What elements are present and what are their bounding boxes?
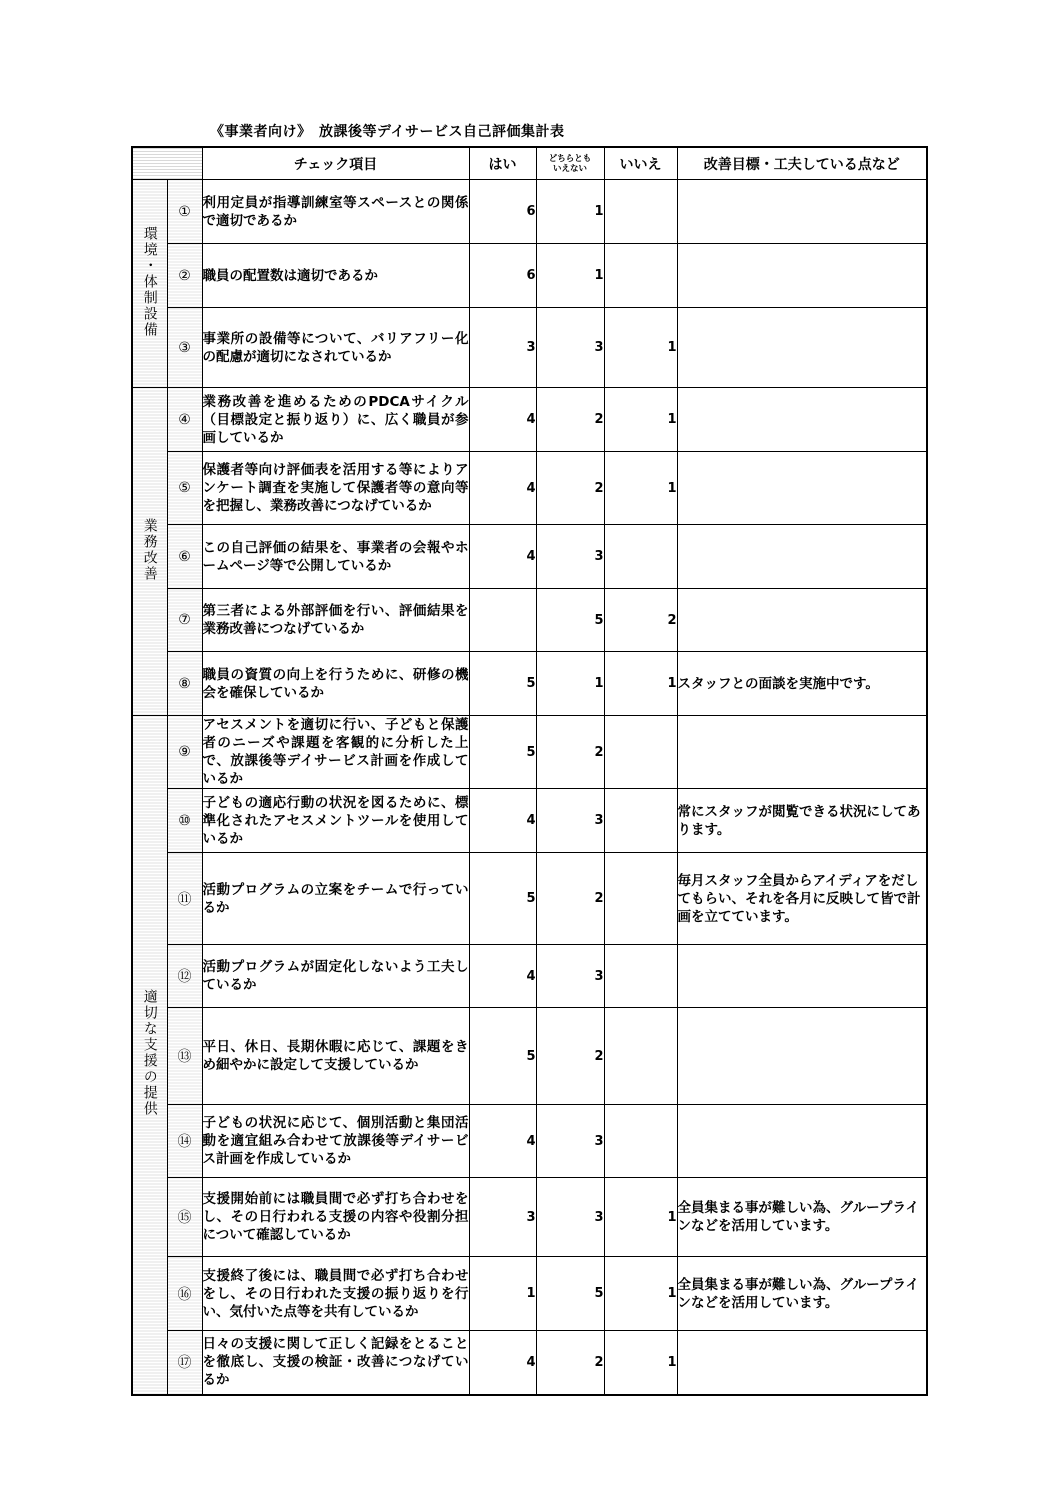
category-label: 業務改善 bbox=[141, 517, 158, 582]
comment-text bbox=[677, 180, 927, 244]
comment-text: 常にスタッフが閲覧できる状況にしてあります。 bbox=[677, 789, 927, 853]
item-number: ⑪ bbox=[167, 853, 202, 945]
comment-text bbox=[677, 716, 927, 789]
category-cell bbox=[132, 716, 167, 1395]
header-row bbox=[132, 147, 927, 180]
table-row bbox=[132, 1257, 927, 1331]
no-count bbox=[604, 180, 677, 244]
neither-count: 3 bbox=[536, 1105, 604, 1178]
comment-text bbox=[677, 1331, 927, 1395]
header-item: チェック項目 bbox=[202, 147, 469, 180]
item-number: ④ bbox=[167, 388, 202, 452]
yes-count: 4 bbox=[469, 388, 536, 452]
yes-count: 4 bbox=[469, 452, 536, 525]
neither-count: 5 bbox=[536, 1257, 604, 1331]
comment-text: スタッフとの面談を実施中です。 bbox=[677, 652, 927, 716]
no-count bbox=[604, 945, 677, 1008]
no-count bbox=[604, 525, 677, 589]
yes-count: 5 bbox=[469, 853, 536, 945]
item-text: 支援終了後には、職員間で必ず打ち合わせをし、その日行われた支援の振り返りを行い、気付いた点等を共有しているか bbox=[202, 1257, 469, 1331]
neither-count: 3 bbox=[536, 789, 604, 853]
yes-count: 4 bbox=[469, 1105, 536, 1178]
table-row bbox=[132, 853, 927, 945]
yes-count: 6 bbox=[469, 180, 536, 244]
header-neither-line2: いえない bbox=[552, 163, 587, 174]
item-text: この自己評価の結果を、事業者の会報やホームページ等で公開しているか bbox=[202, 525, 469, 589]
comment-text: 全員集まる事が難しい為、グループラインなどを活用しています。 bbox=[677, 1178, 927, 1257]
header-comment: 改善目標・工夫している点など bbox=[677, 147, 927, 180]
no-count: 1 bbox=[604, 388, 677, 452]
neither-count: 5 bbox=[536, 589, 604, 652]
yes-count: 1 bbox=[469, 1257, 536, 1331]
item-text: 職員の資質の向上を行うために、研修の機会を確保しているか bbox=[202, 652, 469, 716]
comment-text bbox=[677, 1105, 927, 1178]
item-number: ① bbox=[167, 180, 202, 244]
neither-count: 1 bbox=[536, 244, 604, 308]
item-text: 第三者による外部評価を行い、評価結果を業務改善につなげているか bbox=[202, 589, 469, 652]
item-number: ⑭ bbox=[167, 1105, 202, 1178]
comment-text bbox=[677, 452, 927, 525]
no-count: 1 bbox=[604, 1257, 677, 1331]
header-neither-line1: どちらとも bbox=[548, 153, 592, 164]
item-text: 支援開始前には職員間で必ず打ち合わせをし、その日行われる支援の内容や役割分担について確認しているか bbox=[202, 1178, 469, 1257]
item-number: ⑯ bbox=[167, 1257, 202, 1331]
no-count: 2 bbox=[604, 589, 677, 652]
table-row bbox=[132, 589, 927, 652]
yes-count: 6 bbox=[469, 244, 536, 308]
comment-text: 全員集まる事が難しい為、グループラインなどを活用しています。 bbox=[677, 1257, 927, 1331]
yes-count: 3 bbox=[469, 1178, 536, 1257]
no-count bbox=[604, 789, 677, 853]
no-count bbox=[604, 244, 677, 308]
category-label: 適切な支援の提供 bbox=[141, 988, 158, 1117]
item-text: 利用定員が指導訓練室等スペースとの関係で適切であるか bbox=[202, 180, 469, 244]
table-row bbox=[132, 652, 927, 716]
item-number: ⑮ bbox=[167, 1178, 202, 1257]
header-neither bbox=[536, 147, 604, 180]
item-number: ⑫ bbox=[167, 945, 202, 1008]
item-text: 保護者等向け評価表を活用する等によりアンケート調査を実施して保護者等の意向等を把握し、業務改善につなげているか bbox=[202, 452, 469, 525]
item-number: ⑦ bbox=[167, 589, 202, 652]
comment-text bbox=[677, 525, 927, 589]
no-count bbox=[604, 716, 677, 789]
table-row bbox=[132, 1331, 927, 1395]
item-number: ⑧ bbox=[167, 652, 202, 716]
comment-text bbox=[677, 589, 927, 652]
no-count: 1 bbox=[604, 1331, 677, 1395]
item-number: ⑬ bbox=[167, 1008, 202, 1105]
table-row bbox=[132, 945, 927, 1008]
yes-count: 5 bbox=[469, 1008, 536, 1105]
table-row bbox=[132, 244, 927, 308]
comment-text bbox=[677, 308, 927, 388]
no-count: 1 bbox=[604, 652, 677, 716]
header-yes: はい bbox=[469, 147, 536, 180]
comment-text bbox=[677, 1008, 927, 1105]
category-label: 環境・体制設備 bbox=[141, 225, 158, 338]
evaluation-table bbox=[131, 146, 928, 1396]
table-row bbox=[132, 525, 927, 589]
no-count: 1 bbox=[604, 308, 677, 388]
yes-count bbox=[469, 589, 536, 652]
neither-count: 2 bbox=[536, 853, 604, 945]
table-row bbox=[132, 789, 927, 853]
neither-count: 3 bbox=[536, 525, 604, 589]
no-count: 1 bbox=[604, 452, 677, 525]
item-text: 平日、休日、長期休暇に応じて、課題をきめ細やかに設定して支援しているか bbox=[202, 1008, 469, 1105]
neither-count: 3 bbox=[536, 308, 604, 388]
comment-text bbox=[677, 388, 927, 452]
no-count bbox=[604, 1008, 677, 1105]
yes-count: 4 bbox=[469, 525, 536, 589]
table-row bbox=[132, 388, 927, 452]
table-row bbox=[132, 1008, 927, 1105]
no-count: 1 bbox=[604, 1178, 677, 1257]
table-row bbox=[132, 1105, 927, 1178]
category-cell bbox=[132, 180, 167, 388]
item-text: 事業所の設備等について、バリアフリー化の配慮が適切になされているか bbox=[202, 308, 469, 388]
yes-count: 5 bbox=[469, 716, 536, 789]
neither-count: 2 bbox=[536, 388, 604, 452]
category-cell bbox=[132, 388, 167, 716]
yes-count: 4 bbox=[469, 789, 536, 853]
item-text: 活動プログラムが固定化しないよう工夫しているか bbox=[202, 945, 469, 1008]
yes-count: 4 bbox=[469, 1331, 536, 1395]
item-number: ② bbox=[167, 244, 202, 308]
neither-count: 2 bbox=[536, 1008, 604, 1105]
neither-count: 2 bbox=[536, 716, 604, 789]
table-row bbox=[132, 308, 927, 388]
item-text: 子どもの状況に応じて、個別活動と集団活動を適宜組み合わせて放課後等デイサービス計画を作成しているか bbox=[202, 1105, 469, 1178]
header-no: いいえ bbox=[604, 147, 677, 180]
table-body bbox=[132, 180, 927, 1395]
item-text: 職員の配置数は適切であるか bbox=[202, 244, 469, 308]
table-row bbox=[132, 1178, 927, 1257]
yes-count: 5 bbox=[469, 652, 536, 716]
table-row bbox=[132, 180, 927, 244]
item-text: 業務改善を進めるためのPDCAサイクル（目標設定と振り返り）に、広く職員が参画しているか bbox=[202, 388, 469, 452]
item-text: 子どもの適応行動の状況を図るために、標準化されたアセスメントツールを使用しているか bbox=[202, 789, 469, 853]
item-text: 日々の支援に関して正しく記録をとることを徹底し、支援の検証・改善につなげているか bbox=[202, 1331, 469, 1395]
no-count bbox=[604, 853, 677, 945]
item-number: ③ bbox=[167, 308, 202, 388]
yes-count: 3 bbox=[469, 308, 536, 388]
no-count bbox=[604, 1105, 677, 1178]
neither-count: 1 bbox=[536, 180, 604, 244]
neither-count: 1 bbox=[536, 652, 604, 716]
table-row bbox=[132, 452, 927, 525]
item-number: ⑥ bbox=[167, 525, 202, 589]
comment-text bbox=[677, 945, 927, 1008]
item-number: ⑰ bbox=[167, 1331, 202, 1395]
table-row bbox=[132, 716, 927, 789]
item-text: アセスメントを適切に行い、子どもと保護者のニーズや課題を客観的に分析した上で、放課後等デイサービス計画を作成しているか bbox=[202, 717, 469, 787]
yes-count: 4 bbox=[469, 945, 536, 1008]
item-text: 活動プログラムの立案をチームで行っているか bbox=[202, 853, 469, 945]
comment-text bbox=[677, 244, 927, 308]
neither-count: 2 bbox=[536, 452, 604, 525]
comment-text: 毎月スタッフ全員からアイディアをだしてもらい、それを各月に反映して皆で計画を立てています。 bbox=[677, 853, 927, 945]
item-number: ⑩ bbox=[167, 789, 202, 853]
page-title: 《事業者向け》 放課後等デイサービス自己評価集計表 bbox=[210, 124, 565, 140]
neither-count: 2 bbox=[536, 1331, 604, 1395]
item-number: ⑤ bbox=[167, 452, 202, 525]
header-blank bbox=[132, 147, 202, 180]
neither-count: 3 bbox=[536, 1178, 604, 1257]
item-number: ⑨ bbox=[167, 716, 202, 789]
neither-count: 3 bbox=[536, 945, 604, 1008]
